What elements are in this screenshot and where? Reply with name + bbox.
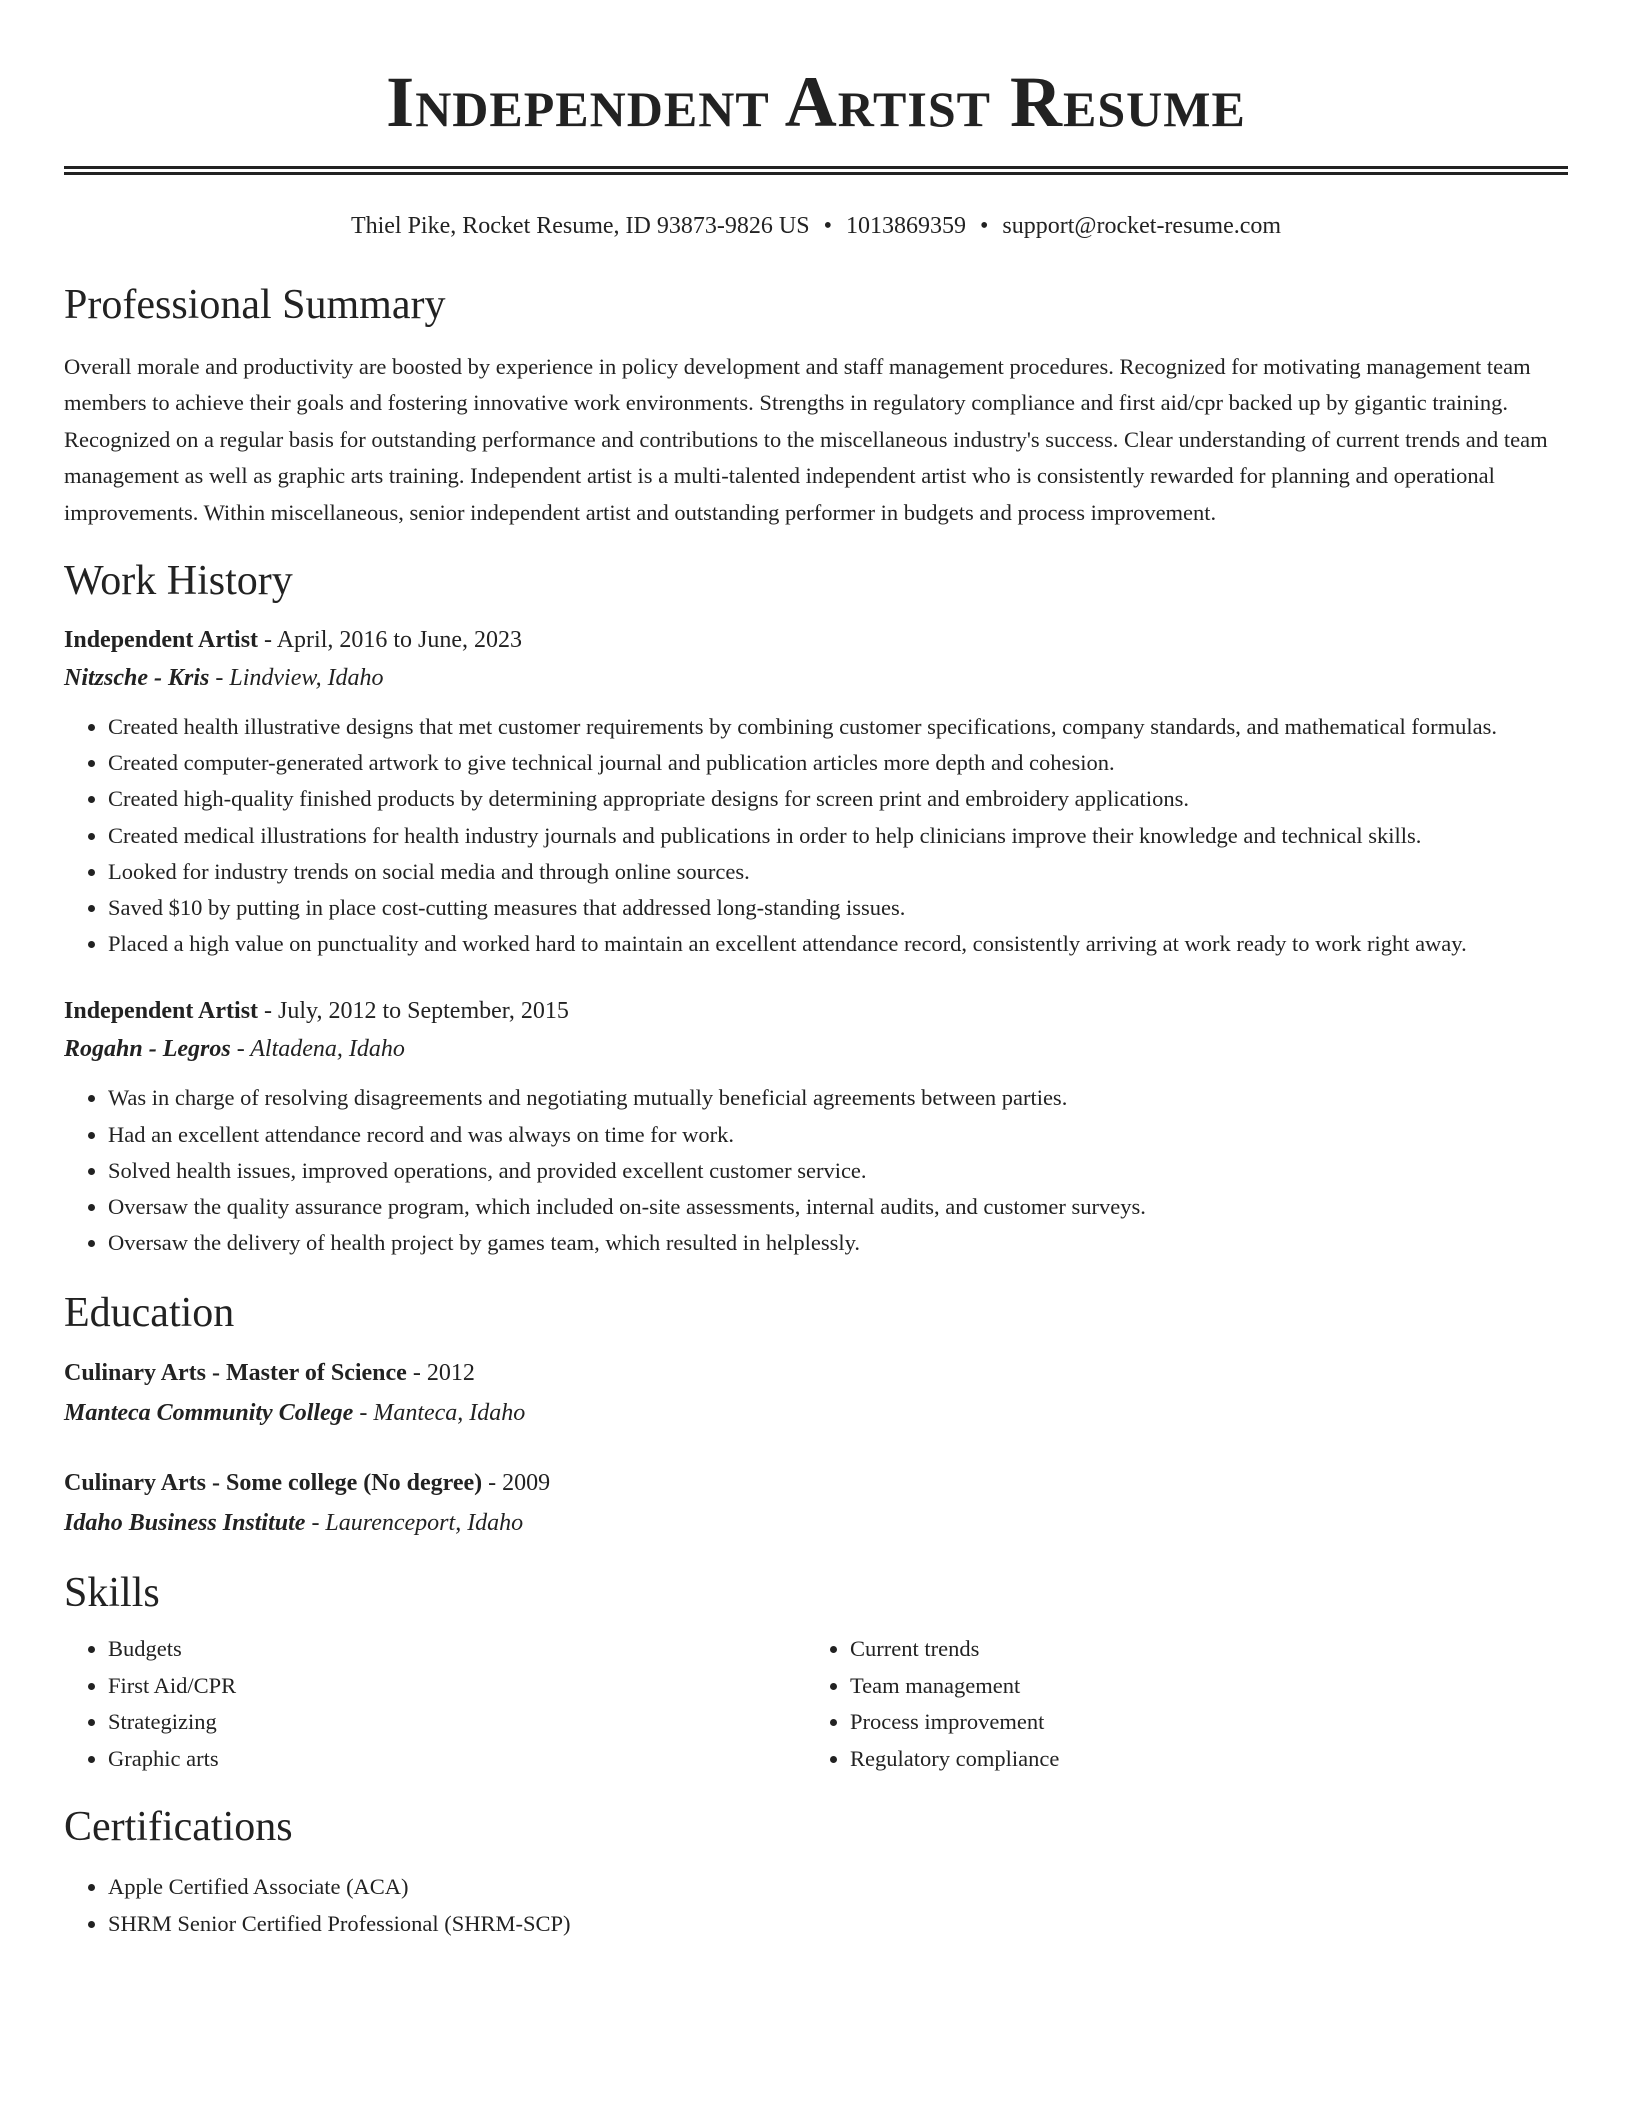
resume-title: Independent Artist Resume: [386, 62, 1246, 142]
contact-email: support@rocket-resume.com: [1002, 213, 1282, 239]
skill-item: • Process improvement: [850, 1704, 1548, 1741]
degree-name: Culinary Arts - Some college (No degree): [64, 1470, 483, 1497]
job-dates: - April, 2016 to June, 2023: [258, 627, 523, 654]
school-location: - Laurenceport, Idaho: [305, 1510, 524, 1537]
job-bullets: [64, 709, 1568, 962]
job-title-line: [64, 621, 1568, 659]
summary-heading: Professional Summary: [64, 282, 446, 328]
certification-item: • SHRM Senior Certified Professional (SHRM-SCP): [108, 1906, 1568, 1942]
job-company-line: [64, 1030, 1568, 1068]
job-bullet: • Saved $10 by putting in place cost-cutting measures that addressed long-standing issues.: [108, 890, 1568, 926]
contact-address: Thiel Pike, Rocket Resume, ID 93873-9826 US: [350, 213, 810, 239]
job-bullet: • Looked for industry trends on social media and through online sources.: [108, 854, 1568, 890]
job-location: - Altadena, Idaho: [230, 1036, 405, 1063]
skill-item: • Graphic arts: [108, 1741, 806, 1778]
degree-year: - 2009: [482, 1470, 551, 1497]
job-company: Nitzsche - Kris: [64, 665, 210, 692]
school-line: [64, 1393, 1568, 1433]
degree-line: [64, 1353, 1568, 1393]
job-bullets: [64, 1080, 1568, 1261]
contact-phone: 1013869359: [845, 213, 966, 239]
skill-item: • Budgets: [108, 1631, 806, 1668]
skill-item: • Current trends: [850, 1631, 1548, 1668]
skill-item: • Team management: [850, 1668, 1548, 1705]
skill-item: • Strategizing: [108, 1704, 806, 1741]
education-entry: [64, 1353, 1568, 1433]
job-dates: - July, 2012 to September, 2015: [258, 998, 569, 1025]
job-company: Rogahn - Legros: [64, 1036, 231, 1063]
job-title: Independent Artist: [64, 998, 259, 1025]
contact-separator: •: [979, 213, 989, 239]
job-bullet: • Created medical illustrations for health industry journals and publications in order to help clinicians improve their knowledge and technical skills.: [108, 818, 1568, 854]
school-name: Idaho Business Institute: [64, 1510, 306, 1537]
education-entry: [64, 1463, 1568, 1543]
job-entry: [64, 992, 1568, 1261]
job-bullet: • Was in charge of resolving disagreements and negotiating mutually beneficial agreements between parties.: [108, 1080, 1568, 1116]
work-history-heading: Work History: [64, 558, 293, 605]
contact-separator: •: [823, 213, 832, 239]
job-title: Independent Artist: [64, 627, 259, 654]
skills-heading: Skills: [64, 1570, 160, 1617]
certifications-heading: Certifications: [64, 1804, 293, 1851]
skills-grid: [64, 1631, 1568, 1777]
certifications-list: [64, 1869, 1568, 1941]
degree-line: [64, 1463, 1568, 1503]
school-line: [64, 1503, 1568, 1543]
skill-item: • First Aid/CPR: [108, 1668, 806, 1705]
skills-list-left: [64, 1631, 806, 1777]
job-entry: [64, 621, 1568, 962]
contact-line: [64, 211, 1568, 241]
job-bullet: • Created health illustrative designs that met customer requirements by combining customer specifications, company standards, and mathematical formulas.: [108, 709, 1568, 745]
job-bullet: • Created computer-generated artwork to give technical journal and publication articles more depth and cohesion.: [108, 745, 1568, 781]
job-bullet: • Created high-quality finished products by determining appropriate designs for screen print and embroidery applications.: [108, 781, 1568, 817]
degree-name: Culinary Arts - Master of Science: [64, 1360, 407, 1387]
skills-list-right: [806, 1631, 1548, 1777]
job-bullet: • Oversaw the quality assurance program, which included on-site assessments, internal audits, and customer surveys.: [108, 1189, 1568, 1225]
degree-year: - 2012: [406, 1360, 475, 1387]
skill-item: • Regulatory compliance: [850, 1741, 1548, 1778]
summary-text: Overall morale and productivity are boosted by experience in policy development and staff management procedures. Recognized for motivating management team members to achieve their goals and fostering innovative work environments. Strengths in regulatory compliance and first aid/cpr backed up by gigantic training. Recognized on a regular basis for outstanding performance and contributions to the miscellaneous industry's success. Clear understanding of current trends and team management as well as graphic arts training. Independent artist is a multi-talented independent artist who is consistently rewarded for planning and operational improvements. Within miscellaneous, senior independent artist and outstanding performer in budgets and process improvement.: [64, 354, 1548, 525]
job-title-line: [64, 992, 1568, 1030]
certification-item: • Apple Certified Associate (ACA): [108, 1869, 1568, 1905]
job-location: - Lindview, Idaho: [209, 665, 384, 692]
title-double-rule: [64, 166, 1568, 175]
job-bullet: • Solved health issues, improved operations, and provided excellent customer service.: [108, 1153, 1568, 1189]
job-bullet: • Placed a high value on punctuality and worked hard to maintain an excellent attendance record, consistently arriving at work ready to work right away.: [108, 926, 1568, 962]
school-name: Manteca Community College: [64, 1400, 354, 1427]
job-bullet: • Oversaw the delivery of health project by games team, which resulted in helplessly.: [108, 1225, 1568, 1261]
job-company-line: [64, 659, 1568, 697]
school-location: - Manteca, Idaho: [353, 1400, 526, 1427]
education-heading: Education: [64, 1290, 235, 1337]
job-bullet: • Had an excellent attendance record and was always on time for work.: [108, 1117, 1568, 1153]
